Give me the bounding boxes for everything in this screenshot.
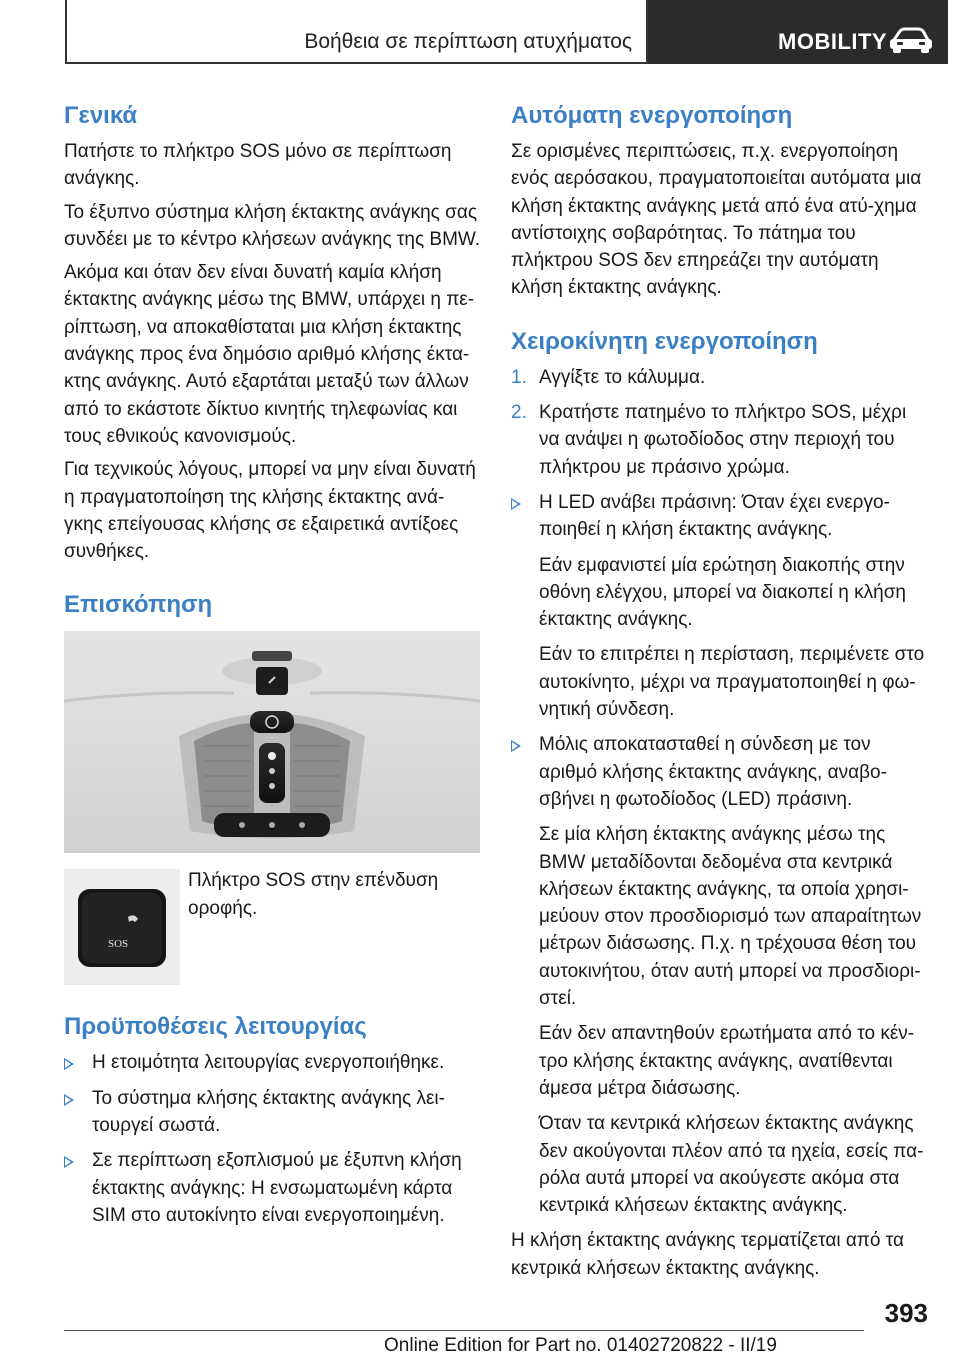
category-label: MOBILITY xyxy=(778,29,888,54)
footer-divider xyxy=(64,1330,864,1331)
manual-results-list xyxy=(511,489,931,544)
sub-paragraph: Εάν εμφανιστεί μία ερώτηση διακοπής στην οθόνη ελέγχου, μπορεί να διακοπεί η κλήση έκτακτης ανάγκης. xyxy=(539,554,906,631)
list-item: Η LED ανάβει πράσινη: Όταν έχει ενεργο‐ποιηθεί η κλήση έκτακτης ανάγκης. xyxy=(511,489,931,544)
section-title: Βοήθεια σε περίπτωση ατυχήματος xyxy=(304,30,632,53)
general-heading: Γενικά xyxy=(64,102,138,129)
closing-paragraph: Η κλήση έκτακτης ανάγκης τερματίζεται από τα κεντρικά κλήσεων έκτακτης ανάγκης. xyxy=(511,1230,904,1279)
general-paragraph-1: Πατήστε το πλήκτρο SOS μόνο σε περίπτωση ανάγκης. xyxy=(64,141,452,190)
list-item: 2. Κρατήστε πατημένο το πλήκτρο SOS, μέχρι να ανάψει η φωτοδίοδος στην περιοχή του πλήκτρου με πράσινο χρώμα. xyxy=(511,402,907,478)
page-number: 393 xyxy=(884,1298,928,1328)
footer-edition xyxy=(384,1335,777,1357)
list-item: Σε περίπτωση εξοπλισμού με έξυπνη κλήση έκτακτης ανάγκης: Η ενσωματωμένη κάρτα SIM στο αυτοκίνητο είναι ενεργοποιημένη. xyxy=(64,1147,482,1229)
list-item: Η ετοιμότητα λειτουργίας ενεργοποιήθηκε. xyxy=(64,1049,482,1076)
sub-paragraph: Εάν δεν απαντηθούν ερωτήματα από το κέν‐τρο κλήσης έκτακτης ανάγκης, ανατίθενται άμεσα μέτρα διάσωσης. xyxy=(539,1023,915,1099)
auto-activation-paragraph: Σε ορισμένες περιπτώσεις, π.χ. ενεργοποίηση ενός αερόσακου, πραγματοποιείται αυτόματα μια κλήση έκτακτης ανάγκης μετά από ένα ατύ‐χημα αντίστοιχης σοβαρότητας. Το πάτημα του πλήκτρου SOS δεν επηρεάζει την αυτόματη κλήση έκτακτης ανάγκης. xyxy=(511,141,922,299)
car-icon xyxy=(888,26,934,54)
sos-label: SOS xyxy=(108,938,129,951)
overview-heading: Επισκόπηση xyxy=(64,591,213,619)
triangle-bullet-icon xyxy=(511,740,521,752)
sos-button-inset xyxy=(64,869,180,985)
manual-results-list-2 xyxy=(511,731,931,813)
triangle-bullet-icon xyxy=(64,1156,74,1168)
roof-console-illustration xyxy=(64,631,480,853)
sub-paragraph: Εάν το επιτρέπει η περίσταση, περιμένετε στο αυτοκίνητο, μέχρι να πραγματοποιηθεί η φω‐νητική σύνδεση. xyxy=(539,644,925,721)
triangle-bullet-icon xyxy=(64,1058,74,1070)
header-section-box xyxy=(65,0,648,64)
list-item: Το σύστημα κλήσης έκτακτης ανάγκης λει‐τουργεί σωστά. xyxy=(64,1085,482,1140)
list-item: Μόλις αποκατασταθεί η σύνδεση με τον αριθμό κλήσης έκτακτης ανάγκης, αναβο‐σβήνει η φωτοδίοδος (LED) πράσινη. xyxy=(511,731,931,813)
triangle-bullet-icon xyxy=(64,1094,74,1106)
sub-paragraph: Σε μία κλήση έκτακτης ανάγκης μέσω της BMW μεταδίδονται δεδομένα στα κεντρικά κλήσεων έκτακτης ανάγκης, τα οποία χρησι‐μεύουν στον προσδιορισμό των απαραίτητων μέτρων διάσωσης. Π.χ. η τρέχουσα θέση του αυτοκινήτου, όταν αυτή μπορεί να προσδιορι‐στεί. xyxy=(539,824,922,1010)
triangle-bullet-icon xyxy=(511,498,521,510)
manual-steps-list xyxy=(511,364,931,481)
general-paragraph-4: Για τεχνικούς λόγους, μπορεί να μην είναι δυνατή η πραγματοποίηση της κλήσης έκτακτης ανά‐γκης επείγουσας κλήσης σε εξαιρετικά αντίξοες συνθήκες. xyxy=(64,459,476,563)
auto-activation-heading: Αυτόματη ενεργοποίηση xyxy=(511,102,793,129)
header-category-box xyxy=(648,0,948,64)
edition-text: Online Edition for Part no. 01402720822 - II/19 xyxy=(384,1335,777,1356)
sos-button-figure xyxy=(64,869,482,987)
sos-figure-caption: Πλήκτρο SOS στην επένδυση οροφής. xyxy=(188,870,439,919)
list-item: 1. Αγγίξτε το κάλυμμα. xyxy=(511,366,706,388)
sub-paragraph: Όταν τα κεντρικά κλήσεων έκτακτης ανάγκης δεν ακούγονται πλέον από τα ηχεία, εσείς πα‐ρόλα αυτά μπορεί να ακούγεστε ακόμα στα κεντρικά κλήσεων έκτακτης ανάγκης. xyxy=(539,1113,924,1217)
manual-activation-heading: Χειροκίνητη ενεργοποίηση xyxy=(511,327,818,355)
left-column xyxy=(64,100,482,1237)
right-column xyxy=(511,100,931,1282)
general-paragraph-2: Το έξυπνο σύστημα κλήση έκτακτης ανάγκης σας συνδέει με το κέντρο κλήσεων ανάγκης της BMW. xyxy=(64,201,481,250)
requirements-list xyxy=(64,1049,482,1229)
roof-console-photo xyxy=(64,631,480,853)
general-paragraph-3: Ακόμα και όταν δεν είναι δυνατή καμία κλήση έκτακτης ανάγκης μέσω της BMW, υπάρχει η πε‐ρίπτωση, να αποκαθίσταται μια κλήση έκτακτης ανάγκης προς ένα δημόσιο αριθμό κλήσης έκτα‐κτης ανάγκης. Αυτό εξαρτάται μεταξύ των άλλων από το εκάστοτε δίκτυο κινητής τηλεφωνίας και τους εθνικούς κανονισμούς. xyxy=(64,262,475,447)
requirements-heading: Προϋποθέσεις λειτουργίας xyxy=(64,1013,367,1041)
